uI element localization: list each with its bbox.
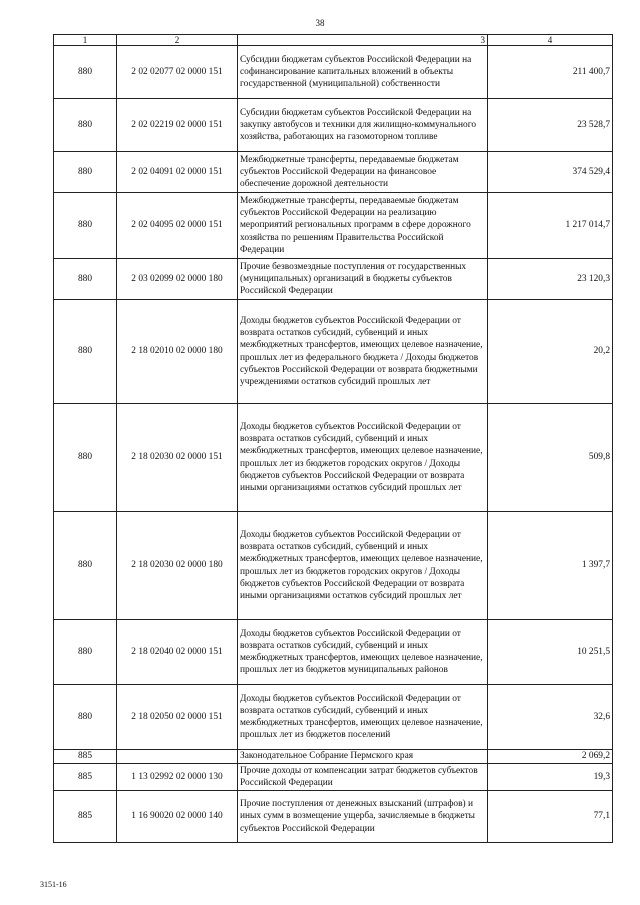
admin-code-cell: 880: [54, 512, 117, 620]
column-header-3: 3: [238, 35, 488, 46]
table-row: [54, 791, 613, 843]
table-row: [54, 99, 613, 152]
admin-code-cell: 885: [54, 750, 117, 764]
revenue-name-cell: Субсидии бюджетам субъектов Российской Федерации на софинансирование капитальных вложений в объекты государственной (муниципальной) собственности: [238, 46, 488, 99]
amount-cell: 1 217 014,7: [488, 193, 613, 259]
revenue-name-cell: Прочие доходы от компенсации затрат бюджетов субъектов Российской Федерации: [238, 764, 488, 791]
budget-code-cell: 2 18 02030 02 0000 180: [117, 512, 238, 620]
amount-cell: 509,8: [488, 404, 613, 512]
budget-code-cell: 1 13 02992 02 0000 130: [117, 764, 238, 791]
revenue-name-cell: Субсидии бюджетам субъектов Российской Федерации на закупку автобусов и техники для жилищно-коммунального хозяйства, работающих на газомоторном топливе: [238, 99, 488, 152]
amount-cell: 1 397,7: [488, 512, 613, 620]
revenue-name-cell: Межбюджетные трансферты, передаваемые бюджетам субъектов Российской Федерации на финансовое обеспечение дорожной деятельности: [238, 152, 488, 193]
revenue-name-cell: Доходы бюджетов субъектов Российской Федерации от возврата остатков субсидий, субвенций и иных межбюджетных трансфертов, имеющих целевое назначение, прошлых лет из бюджетов городских округов / Доходы бюджетов субъектов Российской Федерации от возврата иными организациями остатков субсидий прошлых лет: [238, 512, 488, 620]
table-row: [54, 193, 613, 259]
revenue-name-cell: Доходы бюджетов субъектов Российской Федерации от возврата остатков субсидий, субвенций и иных межбюджетных трансфертов, имеющих целевое назначение, прошлых лет из бюджетов муниципальных районов: [238, 620, 488, 685]
admin-code-cell: 880: [54, 300, 117, 404]
budget-code-cell: 2 18 02030 02 0000 151: [117, 404, 238, 512]
budget-code-cell: 2 02 04091 02 0000 151: [117, 152, 238, 193]
budget-code-cell: 1 16 90020 02 0000 140: [117, 791, 238, 843]
amount-cell: 23 528,7: [488, 99, 613, 152]
amount-cell: 10 251,5: [488, 620, 613, 685]
column-header-2: 2: [117, 35, 238, 46]
revenue-name-cell: Доходы бюджетов субъектов Российской Федерации от возврата остатков субсидий, субвенций и иных межбюджетных трансфертов, имеющих целевое назначение, прошлых лет из бюджетов поселений: [238, 685, 488, 750]
table-row: [54, 259, 613, 300]
revenue-name-cell: Доходы бюджетов субъектов Российской Федерации от возврата остатков субсидий, субвенций и иных межбюджетных трансфертов, имеющих целевое назначение, прошлых лет из бюджетов городских округов / Доходы бюджетов субъектов Российской Федерации от возврата иными организациями остатков субсидий прошлых лет: [238, 404, 488, 512]
table-row: [54, 620, 613, 685]
revenue-name-cell: Прочие поступления от денежных взысканий (штрафов) и иных сумм в возмещение ущерба, зачисляемые в бюджеты субъектов Российской Федерации: [238, 791, 488, 843]
table-header-row: [54, 35, 613, 46]
page-number: 38: [315, 18, 325, 28]
amount-cell: 211 400,7: [488, 46, 613, 99]
amount-cell: 19,3: [488, 764, 613, 791]
budget-code-cell: 2 02 04095 02 0000 151: [117, 193, 238, 259]
revenue-name-cell: Прочие безвозмездные поступления от государственных (муниципальных) организаций в бюджеты субъектов Российской Федерации: [238, 259, 488, 300]
amount-cell: 374 529,4: [488, 152, 613, 193]
amount-cell: 23 120,3: [488, 259, 613, 300]
amount-cell: 2 069,2: [488, 750, 613, 764]
admin-code-cell: 880: [54, 404, 117, 512]
budget-code-cell: 2 18 02040 02 0000 151: [117, 620, 238, 685]
table-row: [54, 404, 613, 512]
table-row: [54, 152, 613, 193]
admin-code-cell: 885: [54, 764, 117, 791]
admin-code-cell: 880: [54, 152, 117, 193]
table-row: [54, 685, 613, 750]
table-row: [54, 750, 613, 764]
column-header-4: 4: [488, 35, 613, 46]
column-header-1: 1: [54, 35, 117, 46]
admin-code-cell: 880: [54, 685, 117, 750]
admin-code-cell: 880: [54, 99, 117, 152]
table-row: [54, 46, 613, 99]
budget-code-cell: [117, 750, 238, 764]
budget-code-cell: 2 02 02219 02 0000 151: [117, 99, 238, 152]
admin-code-cell: 880: [54, 259, 117, 300]
revenue-name-cell: Доходы бюджетов субъектов Российской Федерации от возврата остатков субсидий, субвенций и иных межбюджетных трансфертов, имеющих целевое назначение, прошлых лет из федерального бюджета / Доходы бюджетов субъектов Российской Федерации от возврата бюджетными учреждениями остатков субсидий прошлых лет: [238, 300, 488, 404]
revenue-name-cell: Межбюджетные трансферты, передаваемые бюджетам субъектов Российской Федерации на реализацию мероприятий региональных программ в сфере дорожного хозяйства по решениям Правительства Российской Федерации: [238, 193, 488, 259]
table-row: [54, 300, 613, 404]
admin-code-cell: 880: [54, 620, 117, 685]
table-row: [54, 764, 613, 791]
budget-code-cell: 2 18 02050 02 0000 151: [117, 685, 238, 750]
budget-code-cell: 2 18 02010 02 0000 180: [117, 300, 238, 404]
amount-cell: 20,2: [488, 300, 613, 404]
document-footer-code: 3151-16: [40, 880, 67, 889]
admin-code-cell: 885: [54, 791, 117, 843]
admin-code-cell: 880: [54, 46, 117, 99]
admin-code-cell: 880: [54, 193, 117, 259]
revenue-name-cell: Законодательное Собрание Пермского края: [238, 750, 488, 764]
amount-cell: 77,1: [488, 791, 613, 843]
table-row: [54, 512, 613, 620]
budget-code-cell: 2 03 02099 02 0000 180: [117, 259, 238, 300]
revenue-table: [53, 34, 613, 843]
budget-code-cell: 2 02 02077 02 0000 151: [117, 46, 238, 99]
amount-cell: 32,6: [488, 685, 613, 750]
